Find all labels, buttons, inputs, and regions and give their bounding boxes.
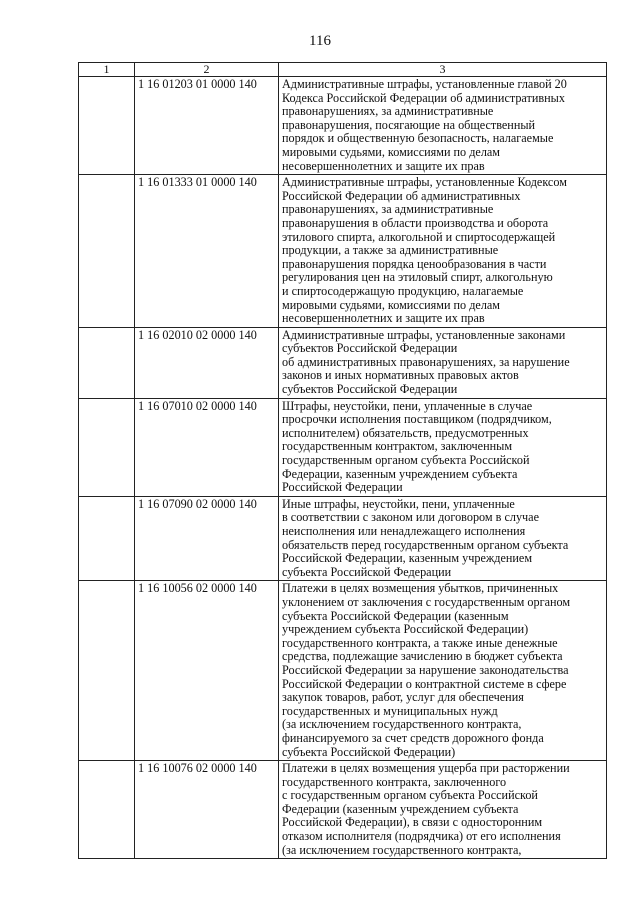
row-number-cell <box>79 496 135 581</box>
table-row <box>79 398 607 496</box>
description-line: финансируемого за счет средств дорожного фонда <box>282 730 544 745</box>
description-line: правонарушения порядка ценообразования в части <box>282 256 547 271</box>
budget-code-cell: 1 16 01333 01 0000 140 <box>135 175 279 328</box>
description-line: Российской Федерации), в связи с односторонним <box>282 815 543 830</box>
description-line: субъекта Российской Федерации (казенным <box>282 608 509 623</box>
description-cell <box>279 581 607 761</box>
description-line: Платежи в целях возмещения ущерба при расторжении <box>282 761 570 776</box>
table-header-row <box>79 63 607 77</box>
description-line: Федерации, казенным учреждением субъекта <box>282 466 518 481</box>
description-line: неисполнения или ненадлежащего исполнения <box>282 524 526 538</box>
table-row <box>79 175 607 328</box>
table-row <box>79 77 607 175</box>
description-line: Платежи в целях возмещения убытков, причиненных <box>282 581 559 596</box>
description-line: средства, подлежащие зачислению в бюджет субъекта <box>282 649 563 664</box>
description-line: просрочки исполнения поставщиком (подрядчиком, <box>282 412 552 427</box>
table-row <box>79 581 607 761</box>
description-cell <box>279 496 607 581</box>
description-line: государственным органом субъекта Российской <box>282 453 530 468</box>
description-line: Федерации (казенным учреждением субъекта <box>282 801 519 816</box>
budget-codes-table <box>78 62 607 859</box>
description-line: Иные штрафы, неустойки, пени, уплаченные <box>282 496 515 511</box>
description-line: Штрафы, неустойки, пени, уплаченные в случае <box>282 398 533 413</box>
row-number-cell <box>79 175 135 328</box>
description-line: с государственным органом субъекта Российской <box>282 788 538 803</box>
description-line: учреждением субъекта Российской Федерации) <box>282 622 529 637</box>
description-line: обязательств перед государственным органом субъекта <box>282 537 569 552</box>
description-line: Российской Федерации за нарушение законодательства <box>282 662 569 677</box>
description-line: продукции, а также за административные <box>282 243 499 258</box>
description-line: несовершеннолетних и защите их прав <box>282 311 485 326</box>
description-line: субъекта Российской Федерации <box>282 564 452 579</box>
budget-code-cell: 1 16 10056 02 0000 140 <box>135 581 279 761</box>
row-number-cell <box>79 581 135 761</box>
description-line: об административных правонарушениях, за нарушение <box>282 354 570 369</box>
row-number-cell <box>79 327 135 398</box>
description-line: субъектов Российской Федерации <box>282 382 458 397</box>
description-line: мировыми судьями, комиссиями по делам <box>282 144 501 159</box>
description-line: Административные штрафы, установленные главой 20 <box>282 77 567 91</box>
budget-code-cell: 1 16 07010 02 0000 140 <box>135 398 279 496</box>
description-line: государственного контракта, заключенного <box>282 774 507 789</box>
description-line: и спиртосодержащую продукцию, налагаемые <box>282 283 524 298</box>
description-line: государственным контрактом, заключенным <box>282 439 513 454</box>
budget-code-cell: 1 16 07090 02 0000 140 <box>135 496 279 581</box>
description-line: закупок товаров, работ, услуг для обеспечения <box>282 690 524 705</box>
description-line: Административные штрафы, установленные Кодексом <box>282 175 567 190</box>
description-line: Административные штрафы, установленные законами <box>282 327 566 342</box>
description-line: правонарушения в области производства и оборота <box>282 215 549 230</box>
table-row <box>79 496 607 581</box>
description-line: порядок и общественную безопасность, налагаемые <box>282 131 554 146</box>
column-header-3: 3 <box>279 63 607 77</box>
description-line: отказом исполнителя (подрядчика) от его исполнения <box>282 829 561 844</box>
description-line: регулирования цен на этиловый спирт, алкогольную <box>282 270 553 285</box>
description-line: Российской Федерации <box>282 480 403 495</box>
description-line: Российской Федерации, казенным учреждением <box>282 551 533 566</box>
row-number-cell <box>79 761 135 859</box>
description-cell <box>279 398 607 496</box>
description-line: в соответствии с законом или договором в случае <box>282 510 540 525</box>
description-line: (за исключением государственного контракта, <box>282 842 522 857</box>
description-line: государственных и муниципальных нужд <box>282 703 498 718</box>
description-line: этилового спирта, алкогольной и спиртосодержащей <box>282 229 556 244</box>
description-line: Российской Федерации о контрактной системе в сфере <box>282 676 567 691</box>
description-line: законов и иных нормативных правовых актов <box>282 368 519 383</box>
column-header-1: 1 <box>79 63 135 77</box>
description-cell <box>279 327 607 398</box>
budget-code-cell: 1 16 10076 02 0000 140 <box>135 761 279 859</box>
description-cell <box>279 175 607 328</box>
description-line: правонарушениях, за административные <box>282 202 494 217</box>
column-header-2: 2 <box>135 63 279 77</box>
page-number: 116 <box>309 33 331 49</box>
description-line: правонарушениях, за административные <box>282 104 494 119</box>
table-body <box>79 77 607 859</box>
description-line: уклонением от заключения с государственным органом <box>282 594 571 609</box>
description-line: правонарушения, посягающие на общественный <box>282 117 536 132</box>
row-number-cell <box>79 398 135 496</box>
description-line: (за исключением государственного контракта, <box>282 717 522 732</box>
budget-code-cell: 1 16 02010 02 0000 140 <box>135 327 279 398</box>
description-line: субъектов Российской Федерации <box>282 341 458 356</box>
description-line: государственного контракта, а также иные денежные <box>282 635 558 650</box>
table-row <box>79 327 607 398</box>
description-line: исполнителем) обязательств, предусмотренных <box>282 425 529 440</box>
description-line: мировыми судьями, комиссиями по делам <box>282 297 501 312</box>
description-line: Кодекса Российской Федерации об административных <box>282 90 565 105</box>
description-cell <box>279 761 607 859</box>
budget-code-cell: 1 16 01203 01 0000 140 <box>135 77 279 175</box>
row-number-cell <box>79 77 135 175</box>
table-row <box>79 761 607 859</box>
description-line: несовершеннолетних и защите их прав <box>282 158 485 173</box>
description-line: субъекта Российской Федерации) <box>282 744 456 759</box>
description-line: Российской Федерации об административных <box>282 188 521 203</box>
description-cell <box>279 77 607 175</box>
